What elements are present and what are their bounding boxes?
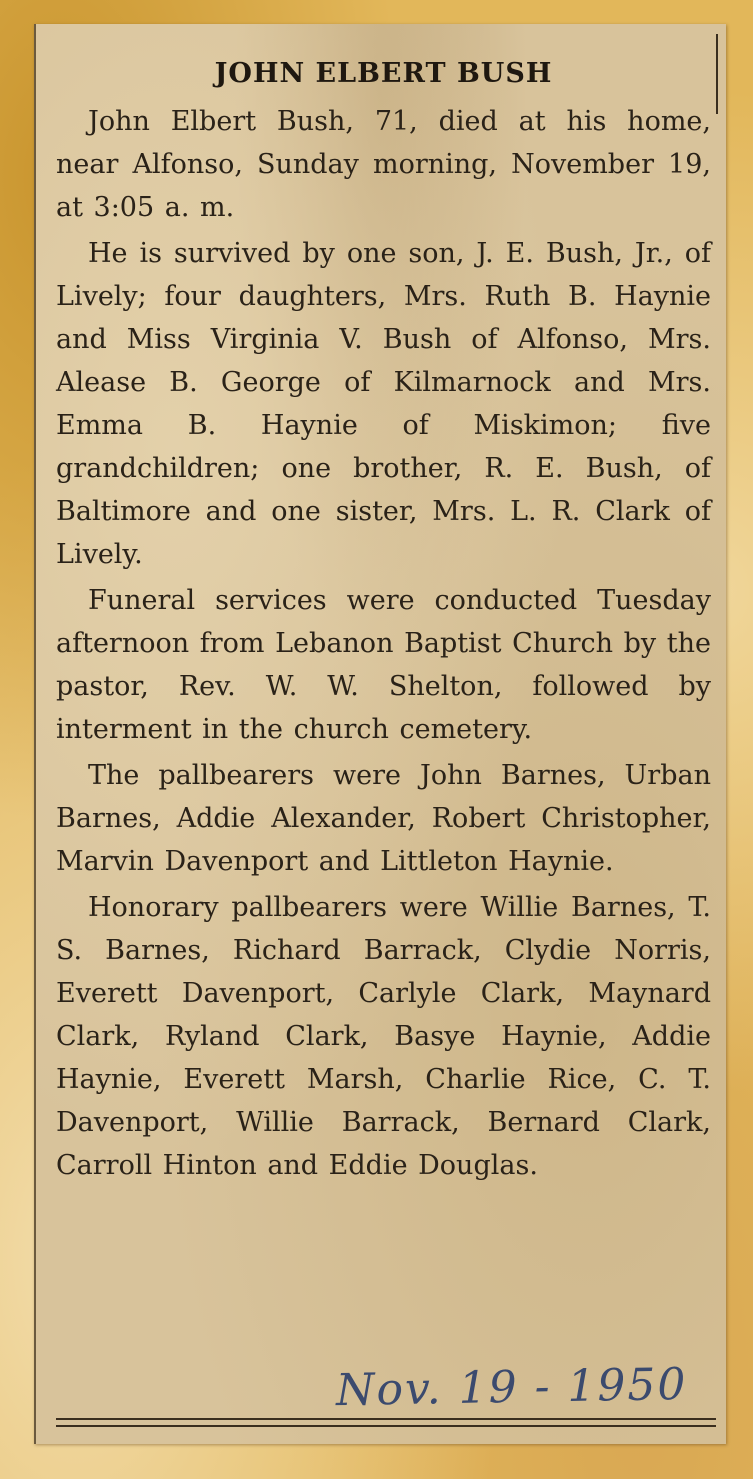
- paragraph-funeral-services: Funeral services were conducted Tuesday afternoon from Lebanon Baptist Church by the pastor, Rev. W. W. Shelton, followed by interment in the church cemetery.: [56, 585, 711, 745]
- paragraph-honorary-pallbearers: Honorary pallbearers were Willie Barnes, T. S. Barnes, Richard Barrack, Clydie Norris, Everett Davenport, Carlyle Clark, Maynard Clark, Ryland Clark, Basye Haynie, Addie Haynie, Everett Marsh, Charlie Rice, C. T. Davenport, Willie Barrack, Bernard Clark, Carroll Hinton and Eddie Douglas.: [56, 892, 711, 1181]
- paragraph-death-notice: John Elbert Bush, 71, died at his home, near Alfonso, Sunday morning, November 19, at 3:05 a. m.: [56, 106, 711, 223]
- bottom-rule-double: [56, 1425, 716, 1427]
- article-headline: JOHN ELBERT BUSH: [214, 58, 553, 89]
- column-rule: [716, 34, 718, 114]
- obituary-article: [56, 54, 711, 1190]
- paragraph-survivors: He is survived by one son, J. E. Bush, Jr., of Lively; four daughters, Mrs. Ruth B. Haynie and Miss Virginia V. Bush of Alfonso, Mrs. Alease B. George of Kilmarnock and Mrs. Emma B. Haynie of Miskimon; five grandchildren; one brother, R. E. Bush, of Baltimore and one sister, Mrs. L. R. Clark of Lively.: [56, 238, 711, 570]
- handwritten-date: Nov. 19 - 1950: [335, 1358, 688, 1417]
- bottom-rule: [56, 1418, 716, 1420]
- newspaper-clipping: [34, 24, 726, 1444]
- paragraph-pallbearers: The pallbearers were John Barnes, Urban Barnes, Addie Alexander, Robert Christopher, Marvin Davenport and Littleton Haynie.: [56, 760, 711, 877]
